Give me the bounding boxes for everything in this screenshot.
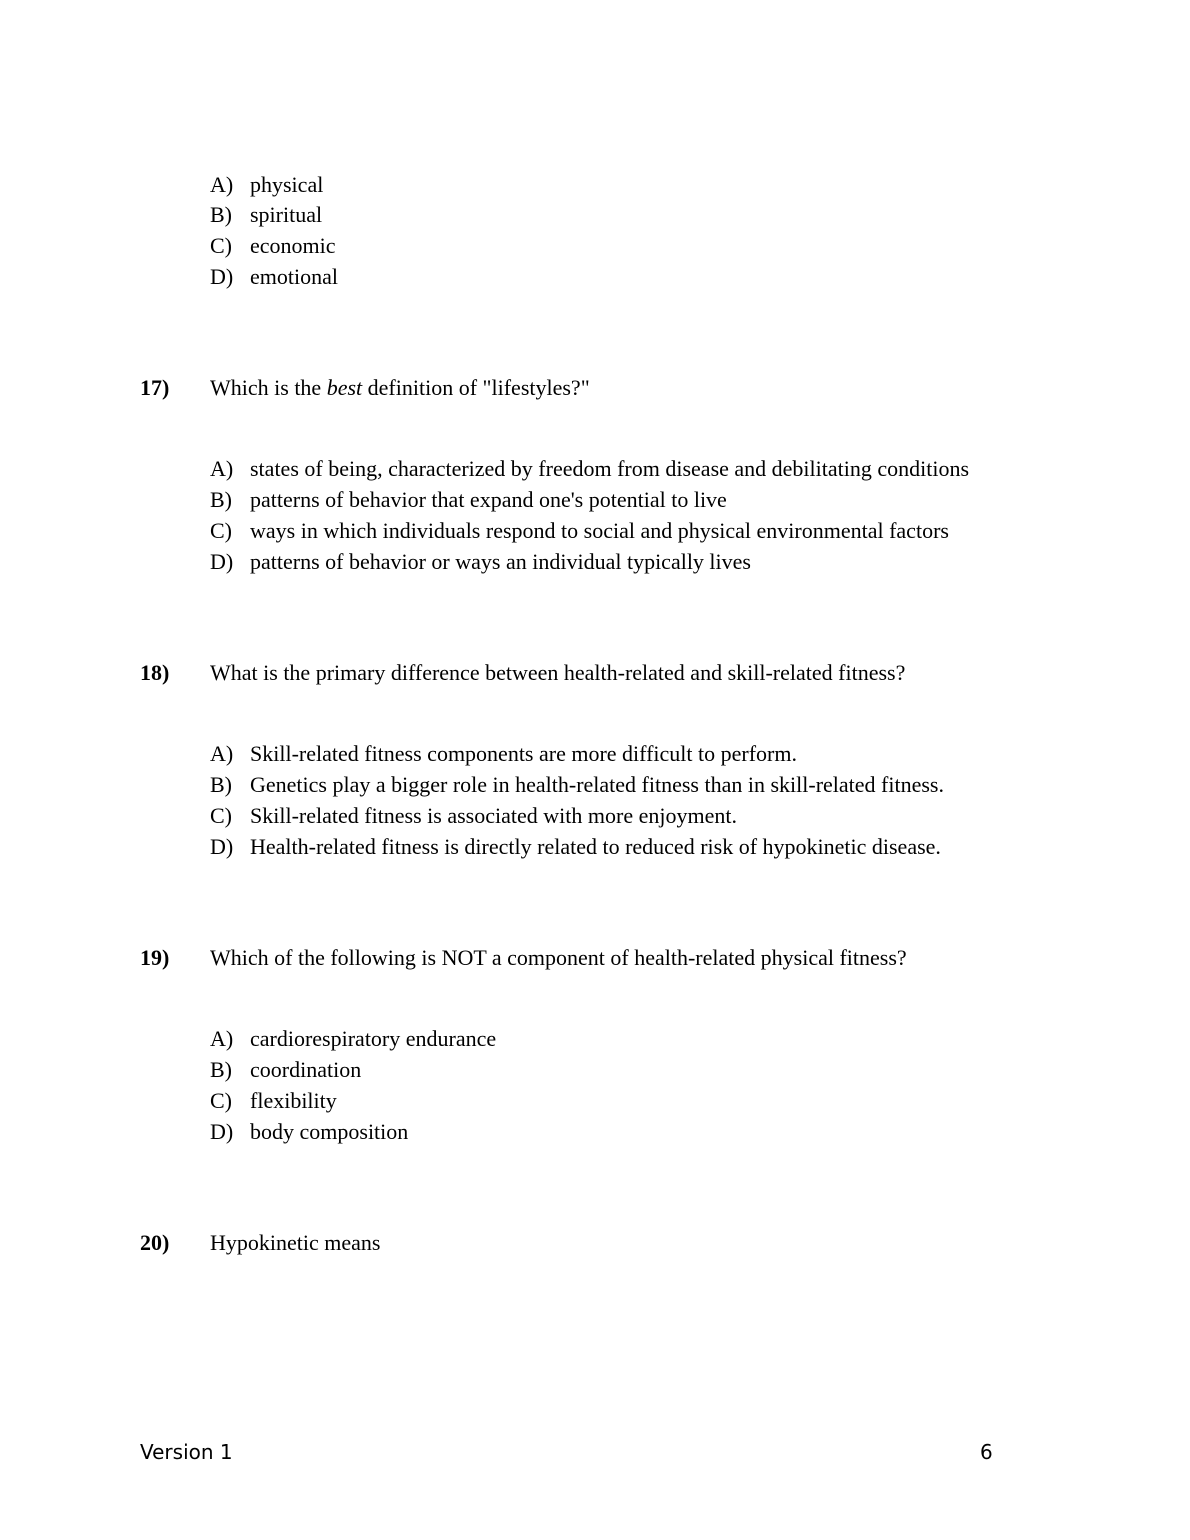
emphasis: best	[326, 375, 363, 400]
option-d: D) emotional	[210, 264, 338, 289]
option-c: C) flexibility	[210, 1088, 337, 1113]
footer-version: Version 1	[140, 1440, 233, 1464]
option-b: B) patterns of behavior that expand one's potential to live	[210, 487, 727, 512]
question-number: 18)	[140, 660, 170, 685]
question-number: 20)	[140, 1230, 170, 1255]
option-a: A) physical	[210, 172, 324, 197]
question-text: Hypokinetic means	[210, 1230, 381, 1255]
option-b: B) spiritual	[210, 202, 323, 227]
page-number: 6	[980, 1440, 993, 1464]
question-text: What is the primary difference between health-related and skill-related fitness?	[210, 660, 906, 685]
option-b: B) Genetics play a bigger role in health-related fitness than in skill-related fitness.	[210, 772, 944, 797]
option-c: C) economic	[210, 233, 336, 258]
option-a: A) states of being, characterized by freedom from disease and debilitating conditions	[210, 456, 970, 481]
option-a: A) cardiorespiratory endurance	[210, 1026, 497, 1051]
option-d: D) patterns of behavior or ways an individual typically lives	[210, 549, 751, 574]
option-c: C) ways in which individuals respond to social and physical environmental factors	[210, 518, 949, 543]
option-a: A) Skill-related fitness components are more difficult to perform.	[210, 741, 797, 766]
option-c: C) Skill-related fitness is associated with more enjoyment.	[210, 803, 737, 828]
question-number: 17)	[140, 375, 170, 400]
question-text: Which of the following is NOT a component of health-related physical fitness?	[210, 945, 907, 970]
option-b: B) coordination	[210, 1057, 362, 1082]
option-d: D) body composition	[210, 1119, 409, 1144]
option-d: D) Health-related fitness is directly related to reduced risk of hypokinetic disease.	[210, 834, 941, 859]
question-number: 19)	[140, 945, 170, 970]
question-text: Which is the best definition of "lifestyles?"	[210, 375, 590, 400]
